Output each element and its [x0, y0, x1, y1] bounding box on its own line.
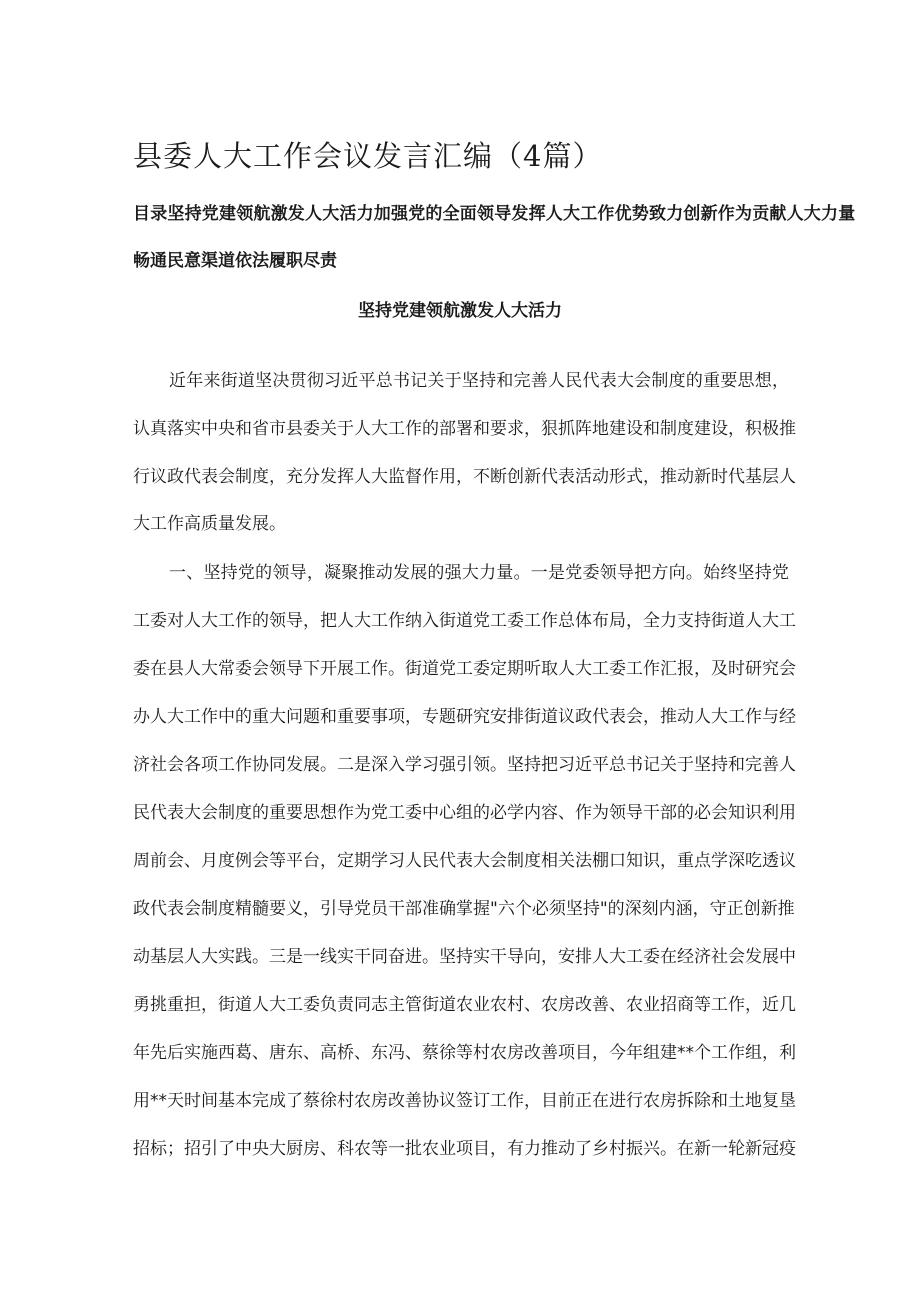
paragraph-2-line: 年先后实施西葛、唐东、高桥、东冯、蔡徐等村农房改善项目，今年组建**个工作组，利: [133, 1043, 796, 1063]
paragraph-2-line: 工委对人大工作的领导，把人大工作纳入街道党工委工作总体布局，全力支持街道人大工: [133, 611, 796, 631]
paragraph-2-line: 委在县人大常委会领导下开展工作。街道党工委定期听取人大工委工作汇报，及时研究会: [133, 659, 796, 679]
paragraph-1-line: 近年来街道坚决贯彻习近平总书记关于坚持和完善人民代表大会制度的重要思想，: [169, 371, 789, 391]
paragraph-2-line: 勇挑重担，街道人大工委负责同志主管街道农业农村、农房改善、农业招商等工作，近几: [133, 995, 796, 1015]
table-of-contents-line-2: 畅通民意渠道依法履职尽责: [133, 251, 337, 271]
document-title: 县委人大工作会议发言汇编（4篇）: [133, 139, 603, 173]
paragraph-2-line: 济社会各项工作协同发展。二是深入学习强引领。坚持把习近平总书记关于坚持和完善人: [133, 755, 796, 775]
paragraph-2-line: 招标；招引了中央大厨房、科农等一批农业项目，有力推动了乡村振兴。在新一轮新冠疫: [133, 1139, 796, 1159]
paragraph-2-line: 政代表会制度精髓要义，引导党员干部准确掌握"六个必须坚持"的深刻内涵，守正创新推: [133, 899, 795, 919]
paragraph-2-line: 办人大工作中的重大问题和重要事项，专题研究安排街道议政代表会，推动人大工作与经: [133, 707, 796, 727]
paragraph-1-line: 行议政代表会制度，充分发挥人大监督作用，不断创新代表活动形式，推动新时代基层人: [133, 467, 796, 487]
paragraph-1-line: 大工作高质量发展。: [133, 514, 286, 534]
table-of-contents-line-1: 目录坚持党建领航激发人大活力加强党的全面领导发挥人大工作优势致力创新作为贡献人大力量: [133, 204, 856, 224]
paragraph-2-line: 一、坚持党的领导，凝聚推动发展的强大力量。一是党委领导把方向。始终坚持党: [169, 563, 789, 583]
paragraph-2-line: 民代表大会制度的重要思想作为党工委中心组的必学内容、作为领导干部的必会知识利用: [133, 803, 796, 823]
paragraph-2-line: 用**天时间基本完成了蔡徐村农房改善协议签订工作，目前正在进行农房拆除和土地复垦: [133, 1091, 796, 1111]
paragraph-2-line: 周前会、月度例会等平台，定期学习人民代表大会制度相关法棚口知识，重点学深吃透议: [133, 851, 796, 871]
paragraph-2-line: 动基层人大实践。三是一线实干同奋进。坚持实干导向，安排人大工委在经济社会发展中: [133, 947, 796, 967]
section-heading: 坚持党建领航激发人大活力: [358, 301, 562, 321]
paragraph-1-line: 认真落实中央和省市县委关于人大工作的部署和要求，狠抓阵地建设和制度建设，积极推: [133, 419, 796, 439]
